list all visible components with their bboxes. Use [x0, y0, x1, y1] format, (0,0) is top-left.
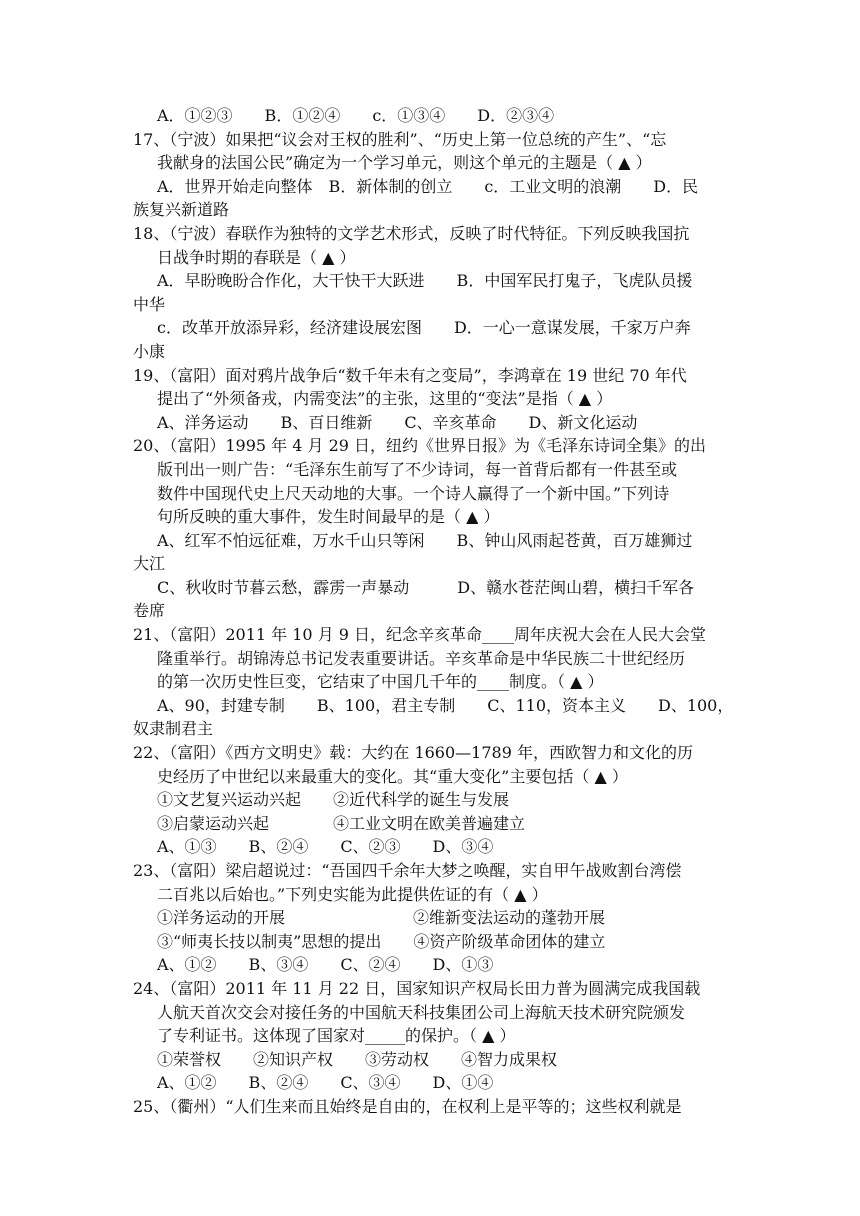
text-line: A、红军不怕远征难，万水千山只等闲 B、钟山风雨起苍黄，百万雄狮过	[157, 530, 693, 550]
text-line: 大江	[133, 554, 166, 574]
text-line: ③启蒙运动兴起 ④工业文明在欧美普遍建立	[157, 813, 526, 833]
text-line: 18、（宁波）春联作为独特的文学艺术形式，反映了时代特征。下列反映我国抗	[133, 223, 690, 243]
text-line: 奴隶制君主	[133, 719, 214, 739]
text-line: 人航天首次交会对接任务的中国航天科技集团公司上海航天技术研究院颁发	[157, 1002, 686, 1022]
text-line: 17、（宁波）如果把“议会对王权的胜利”、“历史上第一位总统的产生”、“忘	[133, 129, 667, 149]
text-line: 了专利证书。这体现了国家对_____的保护。（ ▲ ）	[157, 1026, 516, 1046]
text-line: A、①② B、③④ C、②④ D、①③	[157, 955, 494, 975]
text-line: 卷席	[133, 601, 166, 621]
text-line: 19、（富阳）面对鸦片战争后“数千年未有之变局”，李鸿章在 19 世纪 70 年代	[133, 365, 687, 385]
text-line: 中华	[133, 294, 166, 314]
text-line: 提出了“外须备戎，内需变法”的主张，这里的“变法”是指（ ▲ ）	[157, 389, 613, 409]
text-line: 我献身的法国公民”确定为一个学习单元，则这个单元的主题是（ ▲ ）	[157, 153, 652, 173]
text-line: 日战争时期的春联是（ ▲ ）	[157, 247, 356, 267]
text-line: 史经历了中世纪以来最重大的变化。其“重大变化”主要包括（ ▲ ）	[157, 766, 628, 786]
text-line: A．①②③ B．①②④ c．①③④ D．②③④	[157, 106, 555, 125]
text-line: A．世界开始走向整体 B．新体制的创立 c．工业文明的浪潮 D．民	[157, 176, 699, 196]
text-line: 24、（富阳）2011 年 11 月 22 日，国家知识产权局长田力普为圆满完成我国载	[133, 978, 701, 998]
text-line: A、①③ B、②④ C、②③ D、③④	[157, 837, 494, 857]
text-line: A．早盼晚盼合作化，大干快干大跃进 B．中国军民打鬼子，飞虎队员援	[157, 271, 693, 291]
exam-questions	[133, 104, 733, 1119]
text-line: 22、（富阳）《西方文明史》载：大约在 1660—1789 年，西欧智力和文化的历	[133, 743, 693, 763]
text-line: 25、（衢州）“人们生来而且始终是自由的，在权利上是平等的；这些权利就是	[133, 1096, 682, 1116]
text-line: 23、（富阳）梁启超说过：“吾国四千余年大梦之唤醒，实自甲午战败割台湾偿	[133, 861, 682, 880]
text-line: 版刊出一则广告：“毛泽东生前写了不少诗词，每一首背后都有一件甚至或	[157, 459, 678, 479]
text-line: ①文艺复兴运动兴起 ②近代科学的诞生与发展	[157, 790, 510, 810]
text-line: A、90，封建专制 B、100，君主专制 C、110，资本主义 D、100，	[157, 695, 734, 715]
text-line: 数件中国现代史上尺天动地的大事。一个诗人赢得了一个新中国。”下列诗	[157, 483, 670, 503]
text-line: 20、（富阳）1995 年 4 月 29 日，纽约《世界日报》为《毛泽东诗词全集》的出	[133, 436, 707, 456]
text-line: 隆重举行。胡锦涛总书记发表重要讲话。辛亥革命是中华民族二十世纪经历	[157, 648, 686, 668]
text-line: ①荣誉权 ②知识产权 ③劳动权 ④智力成果权	[157, 1049, 558, 1069]
text-line: 族复兴新道路	[133, 200, 230, 220]
text-line: 21、（富阳）2011 年 10 月 9 日，纪念辛亥革命____周年庆祝大会在人民大会堂	[133, 625, 707, 645]
text-line: A、①② B、②④ C、③④ D、①④	[157, 1073, 494, 1093]
text-line: ③“师夷长技以制夷”思想的提出 ④资产阶级革命团体的建立	[157, 931, 606, 951]
text-line: c．改革开放添异彩，经济建设展宏图 D．一心一意谋发展，千家万户奔	[157, 318, 691, 338]
text-line: C、秋收时节暮云愁，霹雳一声暴动 D、赣水苍茫闽山碧，横扫千军各	[157, 577, 695, 597]
text-line: ①洋务运动的开展 ②维新变法运动的蓬勃开展	[157, 908, 606, 928]
text-line: 句所反映的重大事件，发生时间最早的是（ ▲ ）	[157, 507, 500, 527]
text-line: 小康	[133, 341, 166, 361]
text-line: 的第一次历史性巨变，它结束了中国几千年的____制度。（ ▲ ）	[157, 672, 604, 692]
text-line: A、洋务运动 B、百日维新 C、辛亥革命 D、新文化运动	[157, 412, 638, 432]
text-line: 二百兆以后始也。”下列史实能为此提供佐证的有（ ▲ ）	[157, 884, 548, 904]
